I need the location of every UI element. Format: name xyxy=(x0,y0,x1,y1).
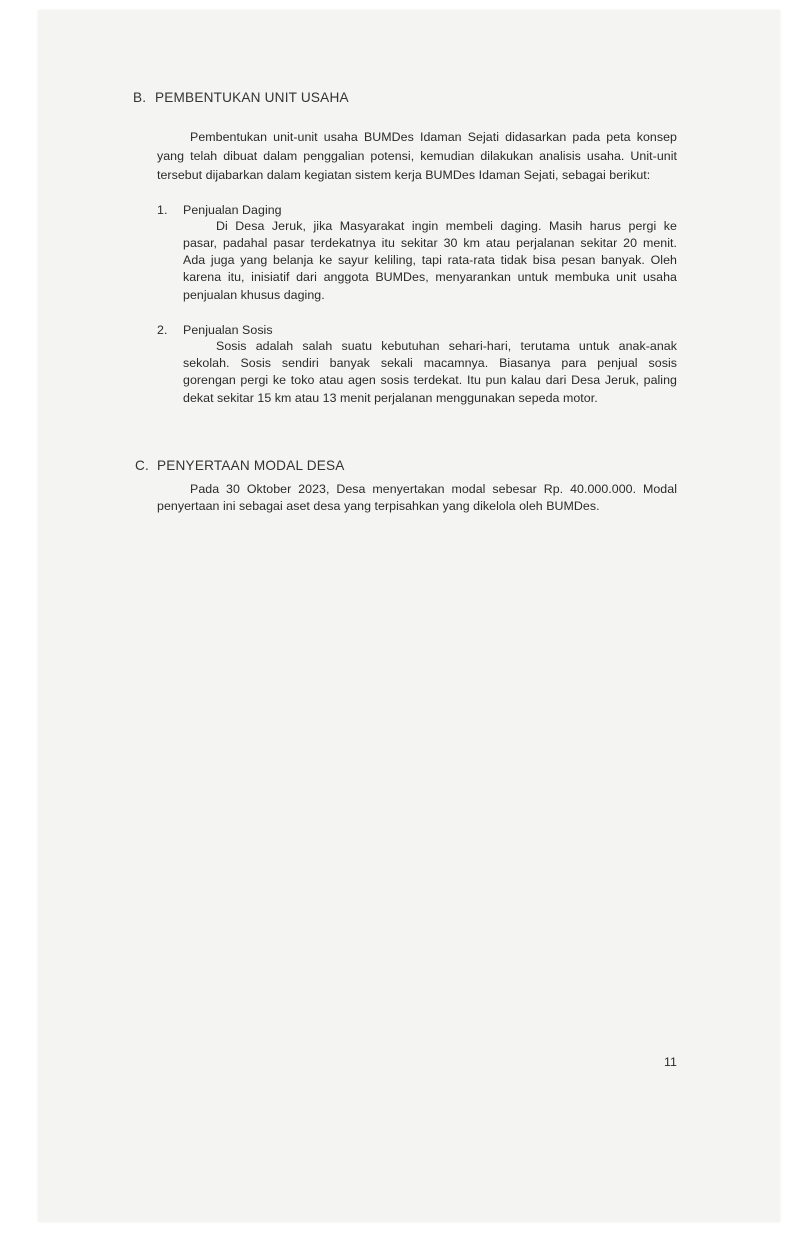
item-1-line-5: penjualan khusus daging. xyxy=(183,288,325,302)
item-1-line-4: karena itu, inisiatif dari anggota BUMDes, menyarankan untuk membuka unit usaha xyxy=(183,270,677,284)
item-1-line-2: pasar, padahal pasar terdekatnya itu sekitar 30 km atau perjalanan sekitar 20 menit. xyxy=(183,236,677,250)
section-c-letter: C. xyxy=(135,458,149,473)
item-1-line-1: Di Desa Jeruk, jika Masyarakat ingin membeli daging. Masih harus pergi ke xyxy=(216,219,677,233)
section-c-title: PENYERTAAN MODAL DESA xyxy=(157,458,345,473)
item-2-line-4: dekat sekitar 15 km atau 13 menit perjalanan menggunakan sepeda motor. xyxy=(183,391,598,405)
section-c-line-1: Pada 30 Oktober 2023, Desa menyertakan modal sebesar Rp. 40.000.000. Modal xyxy=(190,482,677,496)
page-number: 11 xyxy=(664,1055,677,1069)
section-b-letter: B. xyxy=(133,90,147,105)
section-b-heading xyxy=(133,90,349,105)
intro-line-2: yang telah dibuat dalam penggalian potensi, kemudian dilakukan analisis usaha. Unit-unit xyxy=(157,149,677,163)
item-2-title: Penjualan Sosis xyxy=(183,323,273,337)
item-2-line-2: sekolah. Sosis sendiri banyak sekali macamnya. Biasanya para penjual sosis xyxy=(183,356,677,370)
item-1-number: 1. xyxy=(157,203,168,217)
section-c-line-2: penyertaan ini sebagai aset desa yang terpisahkan yang dikelola oleh BUMDes. xyxy=(157,499,600,513)
intro-line-3: tersebut dijabarkan dalam kegiatan sistem kerja BUMDes Idaman Sejati, sebagai berikut: xyxy=(157,168,651,182)
section-b-title: PEMBENTUKAN UNIT USAHA xyxy=(155,90,349,105)
item-2-number: 2. xyxy=(157,323,168,337)
item-2-line-1: Sosis adalah salah suatu kebutuhan sehari-hari, terutama untuk anak-anak xyxy=(216,339,677,353)
item-1-title: Penjualan Daging xyxy=(183,203,282,217)
item-2-line-3: gorengan pergi ke toko atau agen sosis terdekat. Itu pun kalau dari Desa Jeruk, paling xyxy=(183,373,677,387)
intro-line-1: Pembentukan unit-unit usaha BUMDes Idaman Sejati didasarkan pada peta konsep xyxy=(190,130,677,144)
section-c-heading xyxy=(135,458,345,473)
item-1-line-3: Ada juga yang belanja ke sayur keliling, tapi rata-rata tidak bisa pesan banyak. Oleh xyxy=(183,253,677,267)
